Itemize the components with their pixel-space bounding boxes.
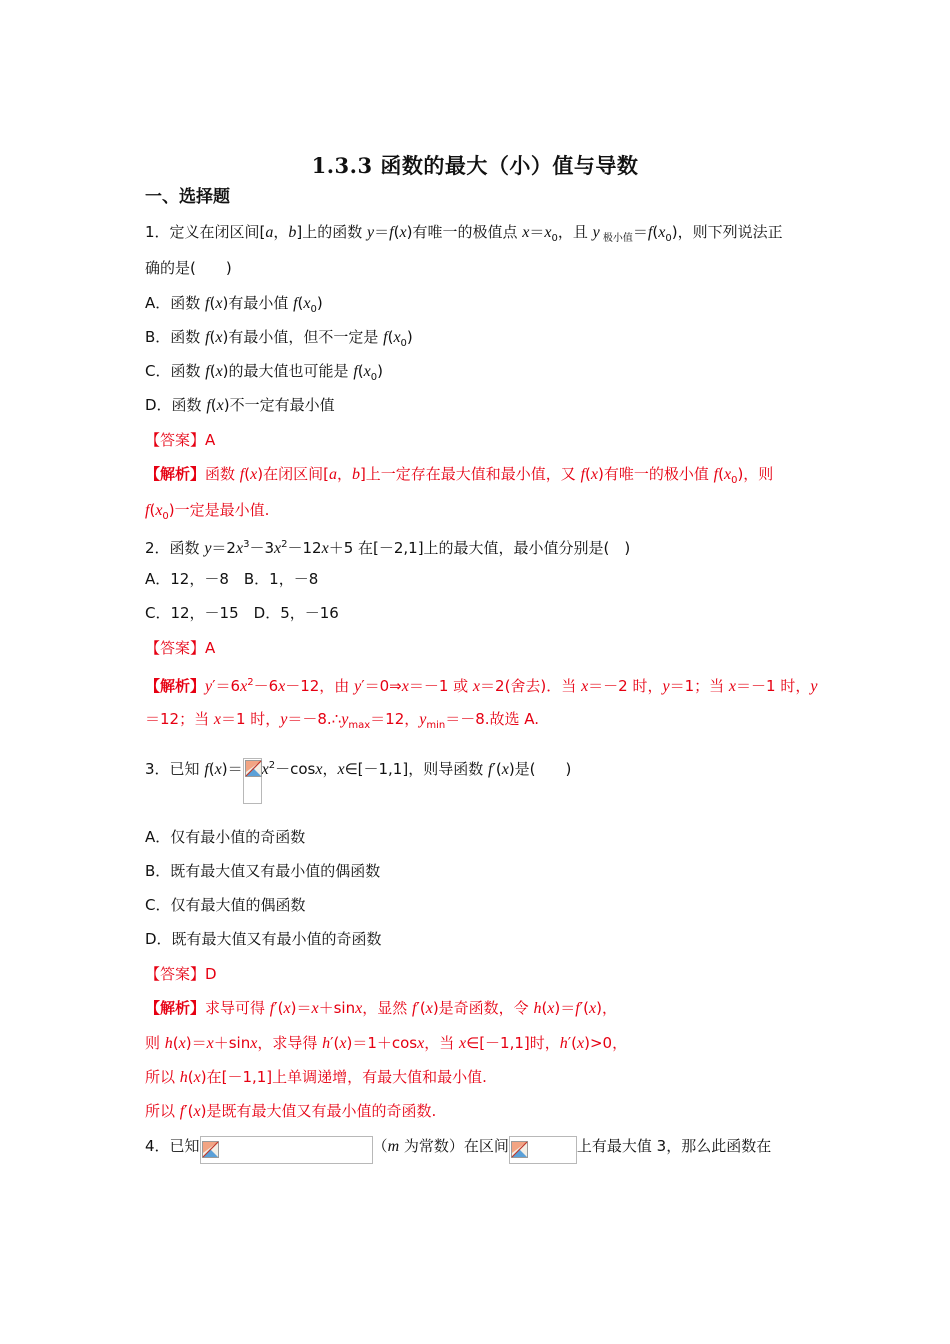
- q2-answer: 【答案】A: [145, 639, 216, 657]
- q3-explanation-line4: 所以 f′(x)是既有最大值又有最小值的奇函数.: [145, 1102, 437, 1120]
- q3-answer: 【答案】D: [145, 965, 217, 983]
- broken-image-icon: [202, 1141, 219, 1158]
- q1-option-d: D．函数 f(x)不一定有最小值: [145, 396, 335, 414]
- q2-explanation-line2: ＝12；当 x＝1 时，$y=-8.\therefore y_{max}=12$，$y_{min}=-8$.故选 A.: [145, 710, 540, 731]
- q1-option-c: C．函数 f(x)的最大值也可能是 $f(x_0)$: [145, 362, 383, 383]
- q4-stem: 4．已知 （m 为常数）在区间 上有最大值 3，那么此函数在: [145, 1136, 771, 1164]
- fraction-image-placeholder: [243, 758, 262, 804]
- q3-option-d: D．既有最大值又有最小值的奇函数: [145, 930, 382, 948]
- q3-explanation-line3: 所以 h(x)在[－1,1]上单调递增，有最大值和最小值.: [145, 1068, 487, 1086]
- q1-stem-line1: 1．定义在闭区间[a，b]上的函数 y＝f(x)有唯一的极值点 $x=x_0$，且 y $_{极小值}=f(x_0)$，则下列说法正: [145, 223, 783, 244]
- q1-explanation-line2: $f(x_0)$一定是最小值.: [145, 501, 270, 522]
- broken-image-icon: [511, 1141, 528, 1158]
- broken-image-icon: [245, 760, 262, 777]
- q3-option-c: C．仅有最大值的偶函数: [145, 896, 306, 914]
- page-title: 1.3.3 函数的最大（小）值与导数: [311, 153, 639, 178]
- q1-explanation-line1: 【解析】函数 f(x)在闭区间[a，b]上一定存在最大值和最小值，又 f(x)有唯一的极小值 $f(x_0)$，则: [145, 465, 774, 486]
- q3-explanation-line2: 则 h(x)＝x＋sinx，求导得 h′(x)＝1＋cosx，当 x∈[－1,1]时，h′(x)>0，: [145, 1034, 628, 1052]
- q1-stem-line2: 确的是( ): [145, 259, 232, 277]
- q1-option-b: B．函数 f(x)有最小值，但不一定是 $f(x_0)$: [145, 328, 413, 349]
- q2-options-ab: A．12，－8 B．1，－8: [145, 570, 319, 588]
- q1-answer: 【答案】A: [145, 431, 216, 449]
- interval-image-placeholder: [509, 1136, 577, 1164]
- q3-stem: 3．已知 f(x)＝ $x^2-\cos x$，x∈[－1,1]，则导函数 f′(x)是( ): [145, 756, 571, 804]
- q2-explanation-line1: 【解析】$y'=6x^2-6x-12$，由 y′＝0⇒x＝－1 或 x＝2(舍去)．当 x＝－2 时，y＝1；当 x＝－1 时，y: [145, 677, 818, 695]
- q3-option-a: A．仅有最小值的奇函数: [145, 828, 306, 846]
- q2-options-cd: C．12，－15 D．5，－16: [145, 604, 339, 622]
- q3-explanation-line1: 【解析】求导可得 f′(x)＝x＋sinx，显然 f′(x)是奇函数，令 h(x)＝f′(x)，: [145, 999, 617, 1017]
- q3-option-b: B．既有最大值又有最小值的偶函数: [145, 862, 381, 880]
- section-heading: 一、选择题: [145, 187, 230, 207]
- q2-stem: 2．函数 $y=2x^3-3x^2-12x+5$ 在[－2,1]上的最大值，最小值分别是( ): [145, 539, 631, 557]
- q1-option-a: A．函数 f(x)有最小值 $f(x_0)$: [145, 294, 323, 315]
- function-image-placeholder: [200, 1136, 373, 1164]
